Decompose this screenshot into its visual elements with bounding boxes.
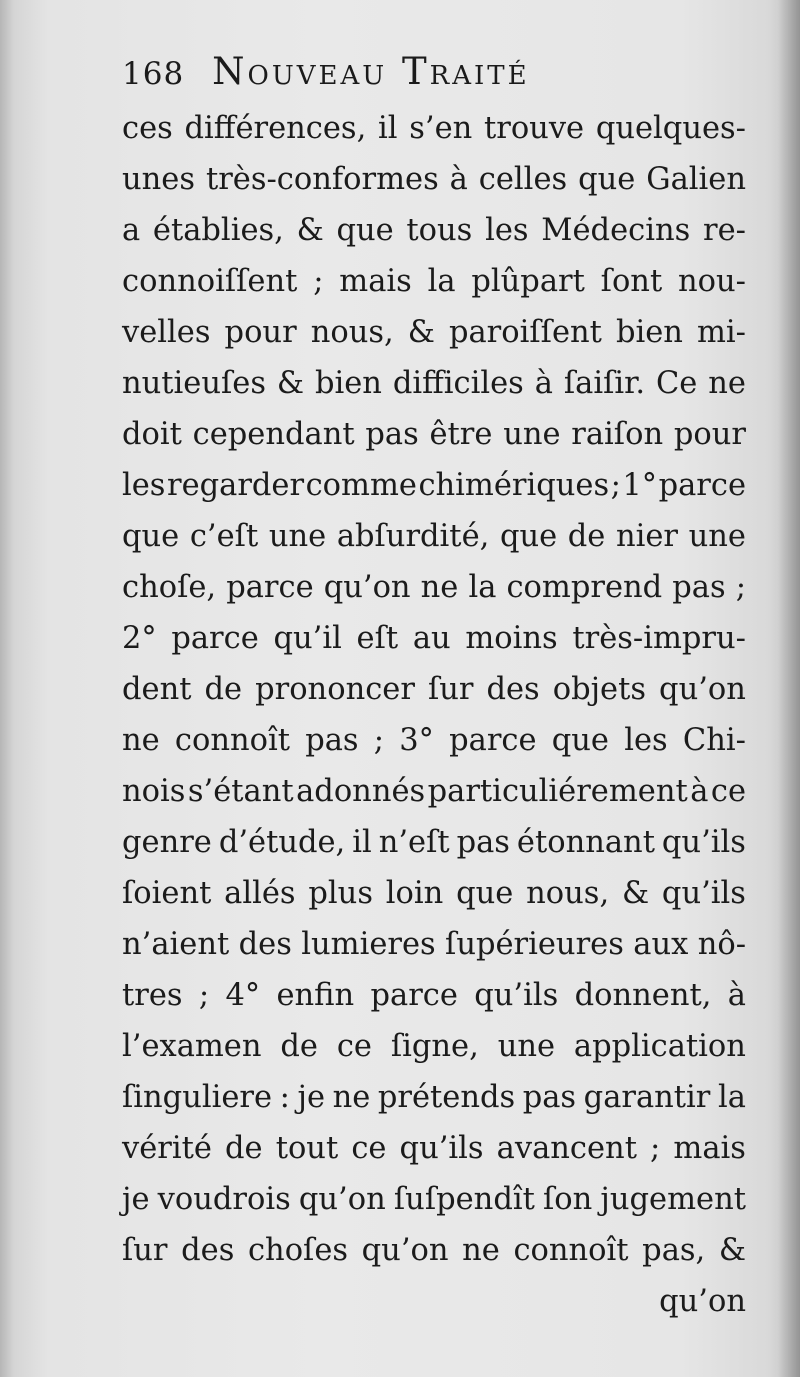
text-line: les regarder comme chimériques ; 1° parce — [122, 468, 746, 503]
page-spine-shadow — [778, 0, 800, 1377]
text-line: 2° parce qu’il eſt au moins très-impru- — [122, 621, 746, 656]
text-line: choſe, parce qu’on ne la comprend pas ; — [122, 570, 746, 605]
text-line: unes très-conformes à celles que Galien — [122, 162, 746, 197]
text-line: nutieuſes & bien difficiles à ſaiſir. Ce ne — [122, 366, 746, 401]
text-line: n’aient des lumieres ſupérieures aux nô- — [122, 927, 746, 962]
text-line: connoiſſent ; mais la plûpart ſont nou- — [122, 264, 746, 299]
text-line: tres ; 4° enfin parce qu’ils donnent, à — [122, 978, 746, 1013]
catchword: qu’on — [659, 1284, 746, 1319]
running-title: Nouveau Traité — [212, 50, 530, 93]
text-line: que c’eſt une abſurdité, que de nier une — [122, 519, 746, 554]
text-line: vérité de tout ce qu’ils avancent ; mais — [122, 1131, 746, 1166]
page-number: 168 — [122, 56, 185, 92]
text-line: a établies, & que tous les Médecins re- — [122, 213, 746, 248]
body-text — [122, 103, 746, 1276]
text-line: ſinguliere : je ne prétends pas garantir la — [122, 1080, 746, 1115]
text-line: l’examen de ce ſigne, une application — [122, 1029, 746, 1064]
text-line: ne connoît pas ; 3° parce que les Chi- — [122, 723, 746, 758]
text-line: doit cependant pas être une raiſon pour — [122, 417, 746, 452]
text-line: ſur des choſes qu’on ne connoît pas, & — [122, 1233, 746, 1268]
text-line: ces différences, il s’en trouve quelques- — [122, 111, 746, 146]
text-line: dent de prononcer ſur des objets qu’on — [122, 672, 746, 707]
text-line: nois s’étant adonnés particuliérement à ce — [122, 774, 746, 809]
text-line: velles pour nous, & paroiſſent bien mi- — [122, 315, 746, 350]
text-line: genre d’étude, il n’eſt pas étonnant qu’ils — [122, 825, 746, 860]
text-line: ſoient allés plus loin que nous, & qu’ils — [122, 876, 746, 911]
page-left-edge-shadow — [0, 0, 14, 1377]
text-line: je voudrois qu’on ſuſpendît ſon jugement — [122, 1182, 746, 1217]
page-header — [122, 50, 530, 100]
